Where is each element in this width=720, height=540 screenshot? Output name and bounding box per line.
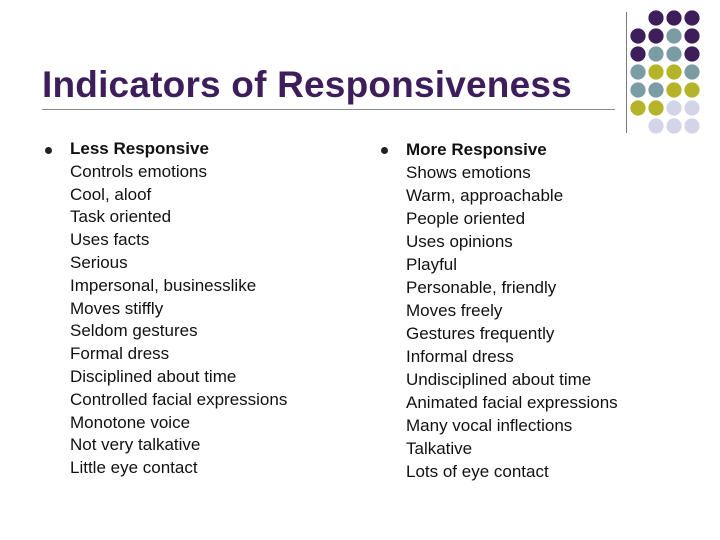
decorative-dot xyxy=(630,100,645,115)
decorative-dot xyxy=(648,64,663,79)
bullet-icon xyxy=(45,147,52,154)
list-item: Animated facial expressions xyxy=(406,393,618,412)
left-column-heading: Less Responsive xyxy=(70,139,209,158)
decorative-dot xyxy=(648,46,663,61)
list-item: Uses opinions xyxy=(406,232,513,251)
list-item: Lots of eye contact xyxy=(406,462,549,481)
list-item: Task oriented xyxy=(70,207,172,227)
decorative-dot xyxy=(630,46,645,61)
list-item: Little eye contact xyxy=(70,458,198,478)
decorative-dot xyxy=(666,100,681,115)
decorative-dot xyxy=(666,82,681,97)
decorative-dot xyxy=(684,28,699,43)
decorative-dot xyxy=(666,64,681,79)
list-item: Many vocal inflections xyxy=(406,416,573,435)
decorative-dot xyxy=(666,10,681,25)
decorative-dot xyxy=(684,100,699,115)
right-column-lines xyxy=(406,138,618,483)
list-item: Gestures frequently xyxy=(406,324,555,343)
decorative-dot xyxy=(648,100,663,115)
right-column-items xyxy=(406,161,618,483)
decorative-dot xyxy=(684,118,699,133)
vertical-divider xyxy=(626,12,627,133)
left-column-items xyxy=(70,161,287,480)
left-column-lines xyxy=(70,138,287,480)
title-underline xyxy=(42,109,615,110)
list-item: Talkative xyxy=(406,439,473,458)
list-item: Informal dress xyxy=(406,347,514,366)
list-item: Cool, aloof xyxy=(70,184,152,204)
list-item: Seldom gestures xyxy=(70,321,198,341)
decorative-dot xyxy=(630,64,645,79)
list-item: Playful xyxy=(406,255,458,274)
list-item: Controls emotions xyxy=(70,161,208,181)
list-item: Impersonal, businesslike xyxy=(70,275,257,295)
list-item: Shows emotions xyxy=(406,163,531,182)
decorative-dot xyxy=(666,46,681,61)
list-item: Controlled facial expressions xyxy=(70,389,288,409)
decorative-dot xyxy=(648,28,663,43)
right-column-heading: More Responsive xyxy=(406,140,547,159)
list-item: Monotone voice xyxy=(70,412,191,432)
slide-title: Indicators of Responsiveness xyxy=(42,64,572,105)
list-item: Not very talkative xyxy=(70,435,201,455)
decorative-dot xyxy=(684,64,699,79)
decorative-dot xyxy=(648,10,663,25)
list-item: Warm, approachable xyxy=(406,186,564,205)
list-item: Formal dress xyxy=(70,344,170,364)
decorative-dot xyxy=(648,118,663,133)
decorative-dot xyxy=(648,82,663,97)
bullet-icon xyxy=(381,147,388,154)
decorative-dot xyxy=(666,28,681,43)
list-item: Uses facts xyxy=(70,230,150,250)
list-item: Personable, friendly xyxy=(406,278,557,297)
list-item: Undisciplined about time xyxy=(406,370,592,389)
list-item: Moves stiffly xyxy=(70,298,164,318)
decorative-dot xyxy=(630,28,645,43)
decorative-dot xyxy=(684,10,699,25)
list-item: Disciplined about time xyxy=(70,366,237,386)
decorative-dot xyxy=(684,82,699,97)
list-item: Serious xyxy=(70,252,128,272)
list-item: People oriented xyxy=(406,209,526,228)
decorative-dot xyxy=(630,82,645,97)
decorative-dot xyxy=(666,118,681,133)
list-item: Moves freely xyxy=(406,301,503,320)
decorative-dot xyxy=(684,46,699,61)
